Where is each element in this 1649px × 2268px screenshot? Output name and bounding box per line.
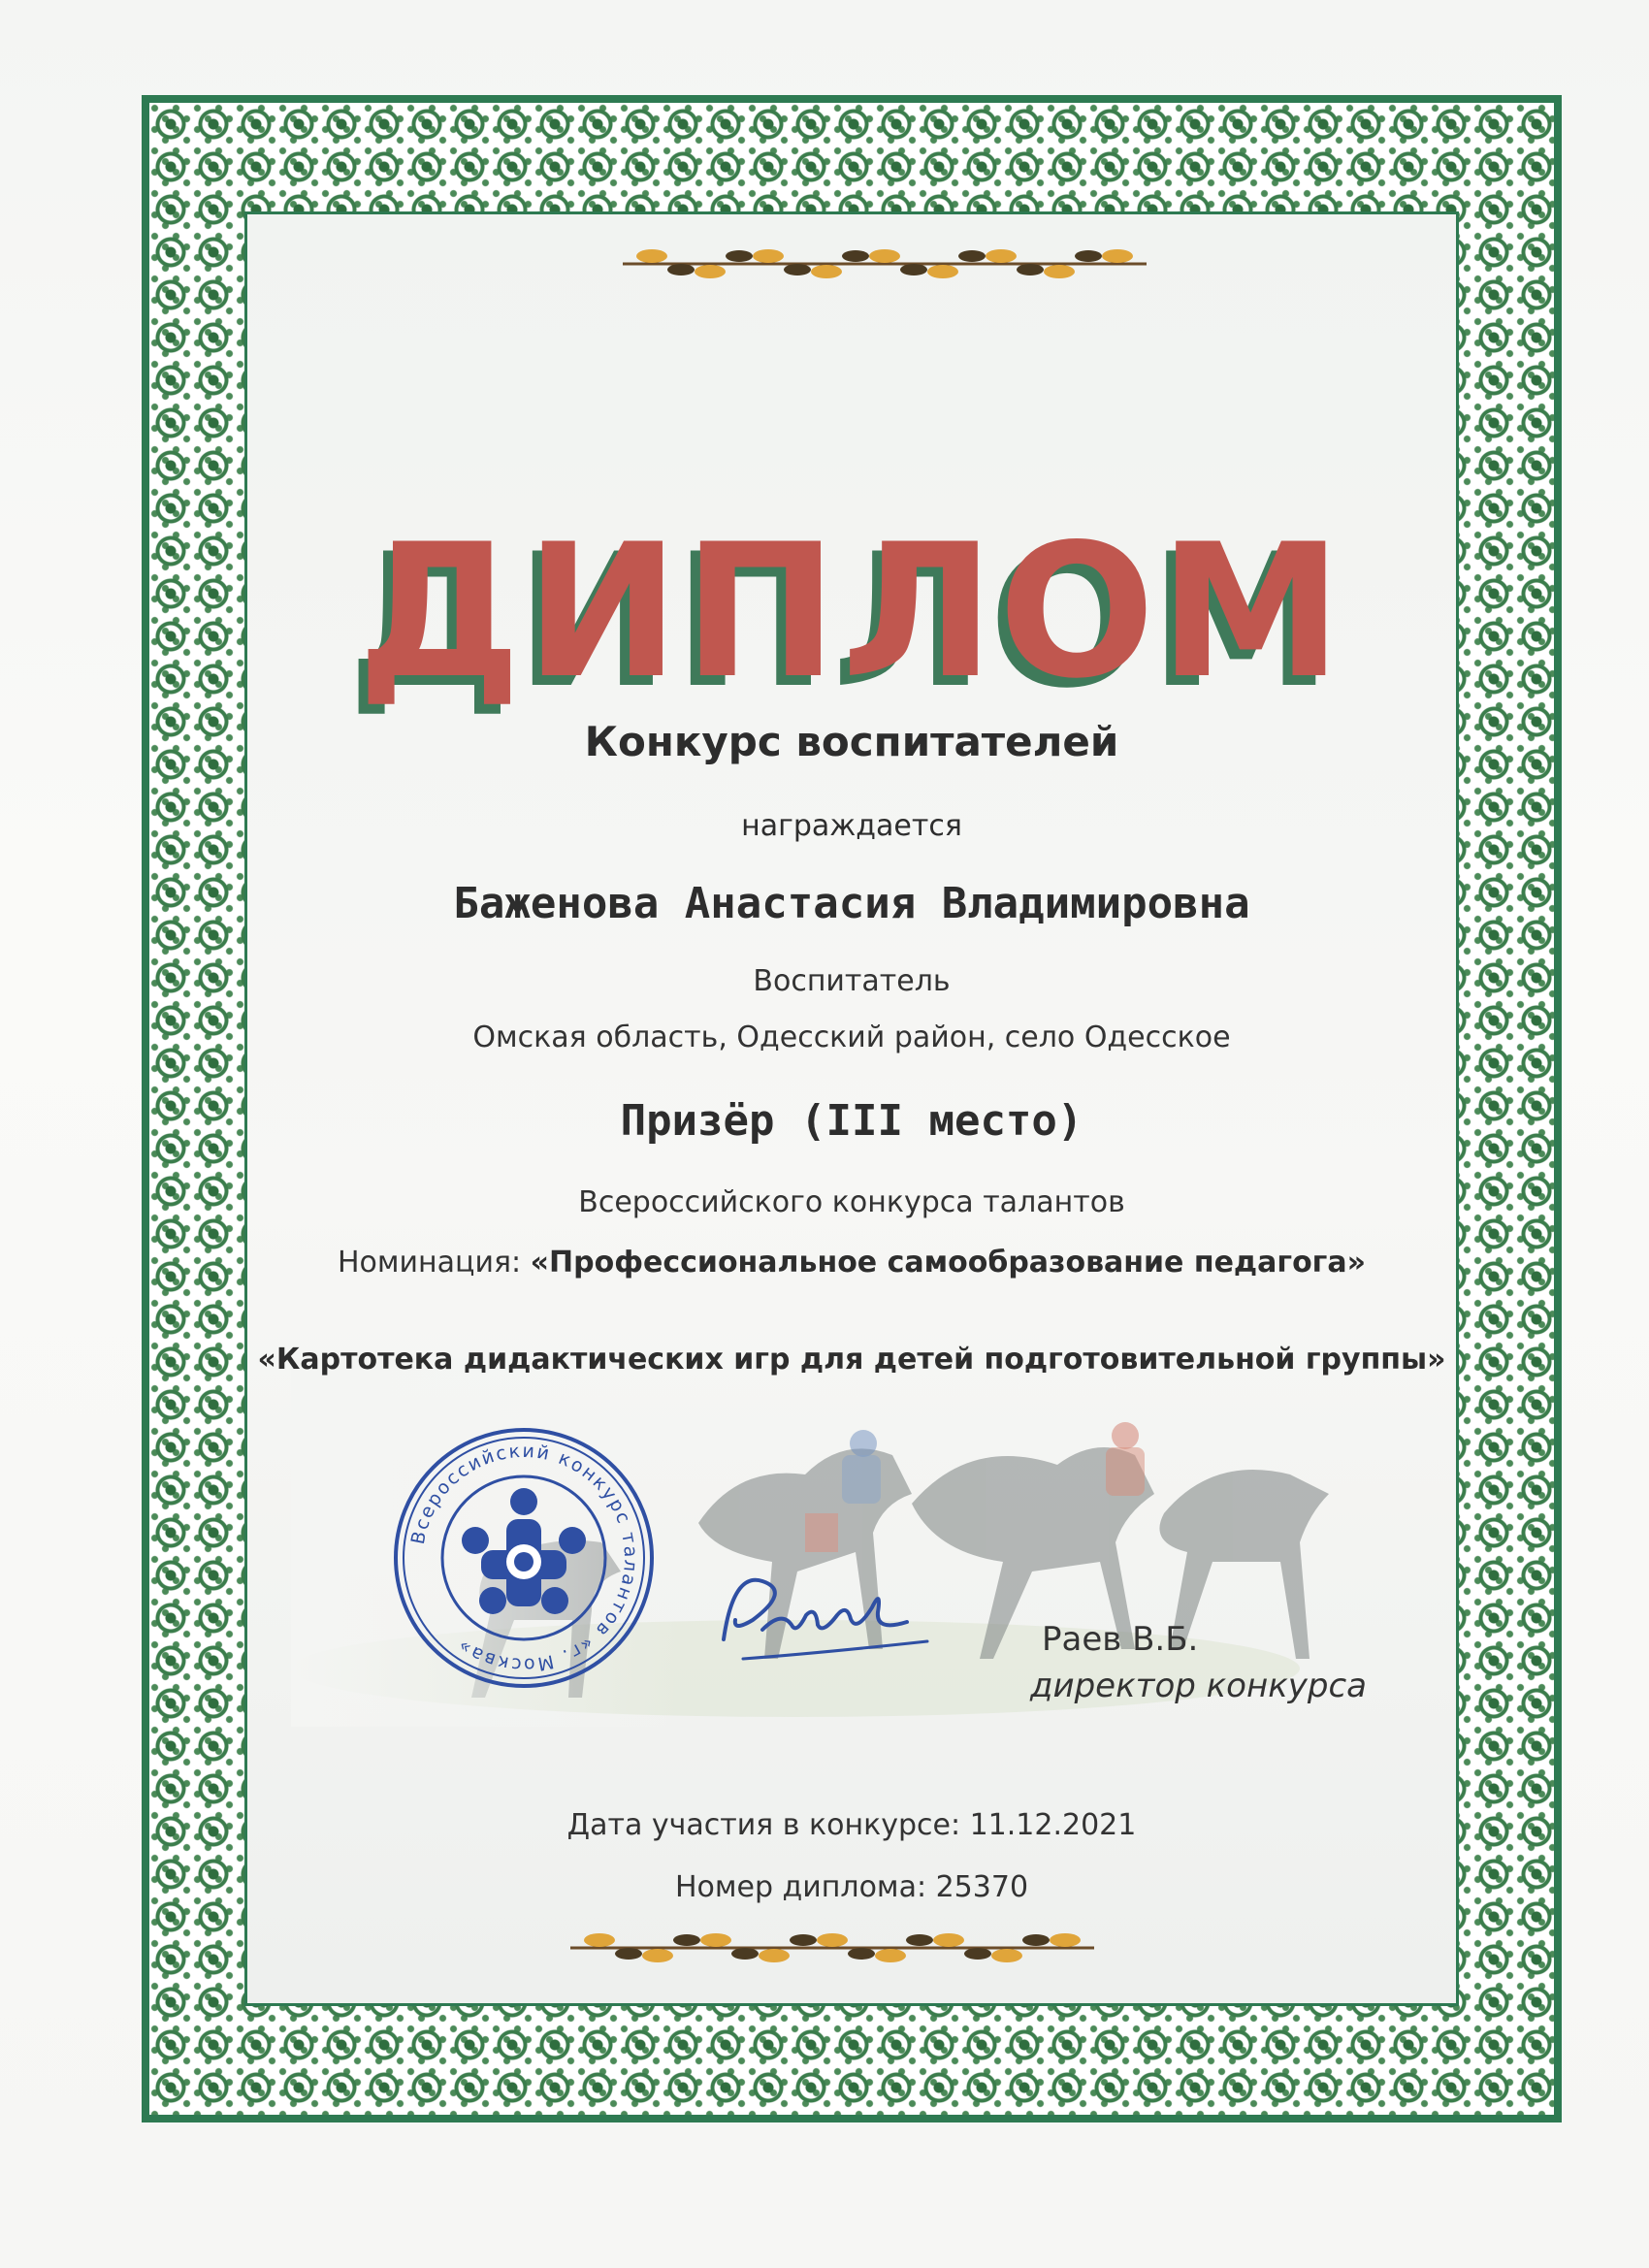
signer-name: Раев В.Б. [1042, 1620, 1199, 1659]
recipient-position: Воспитатель [753, 964, 951, 998]
awarded-label: награждается [741, 809, 962, 843]
recipient-region: Омская область, Одесский район, село Одесское [472, 1021, 1231, 1054]
prize-place: Призёр (III место) [620, 1096, 1083, 1146]
diploma-number: Номер диплома: 25370 [674, 1870, 1029, 1904]
contest-stamp [392, 1426, 656, 1690]
nomination-value: «Профессиональное самообразование педагога» [530, 1246, 1366, 1280]
nomination-label: Номинация: [338, 1246, 522, 1280]
contest-name: Конкурс воспитателей [584, 718, 1119, 765]
laurel-top-decoration [613, 244, 1156, 283]
laurel-bottom-decoration [561, 1928, 1104, 1967]
participation-date: Дата участия в конкурсе: 11.12.2021 [566, 1808, 1137, 1842]
work-title: «Картотека дидактических игр для детей подготовительной группы» [257, 1343, 1446, 1377]
signer-role: директор конкурса [1030, 1667, 1367, 1705]
stamp-text: Всероссийский конкурс талантов «г. Москва» [406, 1440, 642, 1676]
nomination [244, 1246, 1459, 1280]
director-signature [704, 1562, 947, 1669]
recipient-name: Баженова Анастасия Владимировна [453, 879, 1250, 928]
diploma-title: ДИПЛОМ [357, 504, 1346, 719]
contest-full-name: Всероссийского конкурса талантов [578, 1185, 1125, 1219]
